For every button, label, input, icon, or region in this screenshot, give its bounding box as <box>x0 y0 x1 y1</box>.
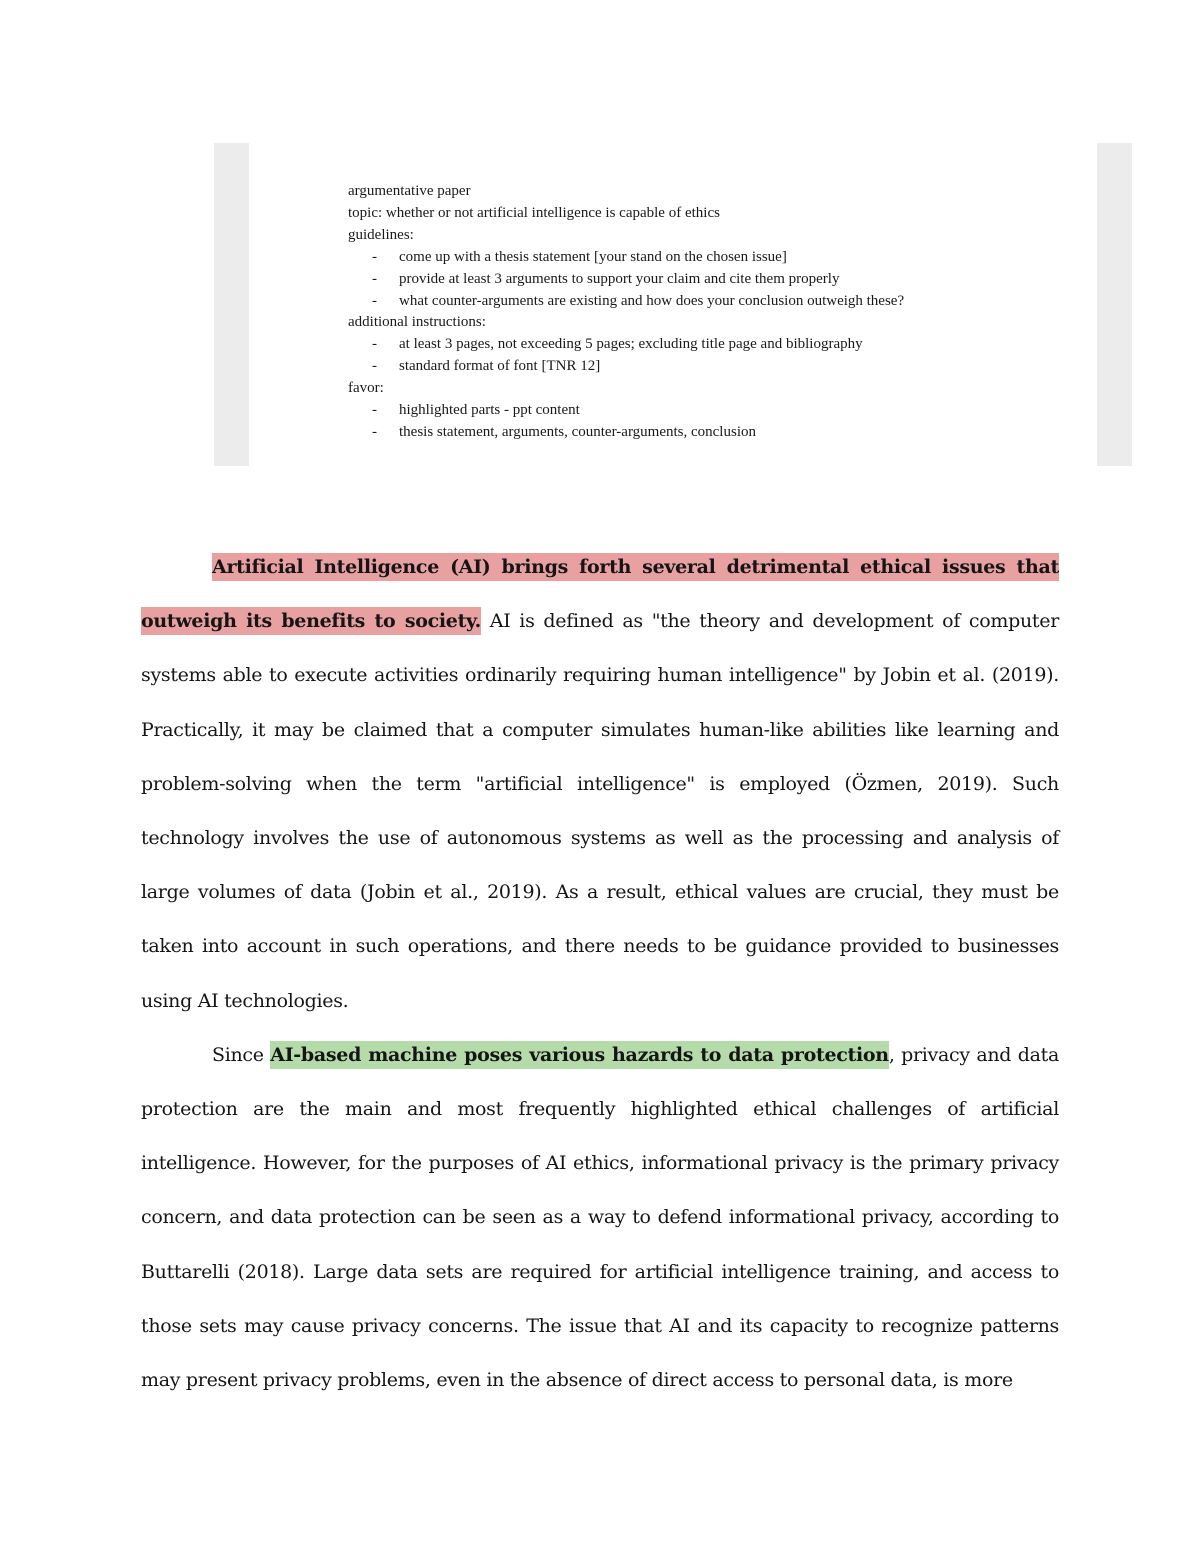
argument-highlight: AI-based machine poses various hazards to data protection <box>270 1041 889 1069</box>
instructions-text <box>348 181 1048 444</box>
additional-heading: additional instructions: <box>348 314 486 331</box>
guidelines-heading: guidelines: <box>348 226 414 243</box>
bullet-dash: - <box>372 248 377 265</box>
paragraph-text: AI is defined as "the theory and development of computer systems able to execute activities ordinarily requiring human intelligence" by Jobin et al. (2019). Practically, it may be claimed that a computer simulates human-like abilities like learning and problem-solving when the term "artificial intelligence" is employed (Özmen, 2019). Such technology involves the use of autonomous systems as well as the processing and analysis of large volumes of data (Jobin et al., 2019). As a result, ethical values are crucial, they must be taken into account in such operations, and there needs to be guidance provided to businesses using AI technologies. <box>141 610 1059 1012</box>
additional-item <box>348 356 1048 378</box>
essay-paragraph-2 <box>141 1028 1059 1407</box>
bullet-dash: - <box>372 270 377 287</box>
guideline-text: what counter-arguments are existing and how does your conclusion outweigh these? <box>399 292 905 309</box>
guideline-item <box>348 291 1048 313</box>
guideline-item <box>348 269 1048 291</box>
thesis-highlight: Artificial Intelligence (AI) brings forth several detrimental ethical issues that outweigh its benefits to society. <box>141 553 1059 635</box>
essay-paragraph-1 <box>141 540 1059 1028</box>
instructions-topic: topic: whether or not artificial intelligence is capable of ethics <box>348 204 720 221</box>
additional-text: at least 3 pages, not exceeding 5 pages; excluding title page and bibliography <box>399 336 863 353</box>
favor-text: highlighted parts - ppt content <box>399 402 580 419</box>
bullet-dash: - <box>372 336 377 353</box>
figure-right-gutter <box>1097 143 1132 466</box>
bullet-dash: - <box>372 402 377 419</box>
essay-body <box>141 540 1059 1407</box>
instructions-screenshot <box>214 143 1132 466</box>
instructions-title: argumentative paper <box>348 183 471 199</box>
additional-item <box>348 334 1048 356</box>
bullet-dash: - <box>372 423 377 440</box>
favor-text: thesis statement, arguments, counter-arguments, conclusion <box>399 423 756 440</box>
additional-text: standard format of font [TNR 12] <box>399 358 601 375</box>
guideline-item <box>348 247 1048 269</box>
paragraph-lead: Since <box>212 1043 271 1066</box>
favor-heading: favor: <box>348 380 384 397</box>
bullet-dash: - <box>372 292 377 309</box>
guideline-text: provide at least 3 arguments to support your claim and cite them properly <box>399 270 840 287</box>
favor-item <box>348 400 1048 422</box>
favor-item <box>348 422 1048 444</box>
bullet-dash: - <box>372 358 377 375</box>
guideline-text: come up with a thesis statement [your stand on the chosen issue] <box>399 248 787 265</box>
paragraph-text: , privacy and data protection are the main and most frequently highlighted ethical challenges of artificial intelligence. However, for the purposes of AI ethics, informational privacy is the primary privacy concern, and data protection can be seen as a way to defend informational privacy, according to Buttarelli (2018). Large data sets are required for artificial intelligence training, and access to those sets may cause privacy concerns. The issue that AI and its capacity to recognize patterns may present privacy problems, even in the absence of direct access to personal data, is more <box>141 1043 1059 1392</box>
figure-left-gutter <box>214 143 249 466</box>
